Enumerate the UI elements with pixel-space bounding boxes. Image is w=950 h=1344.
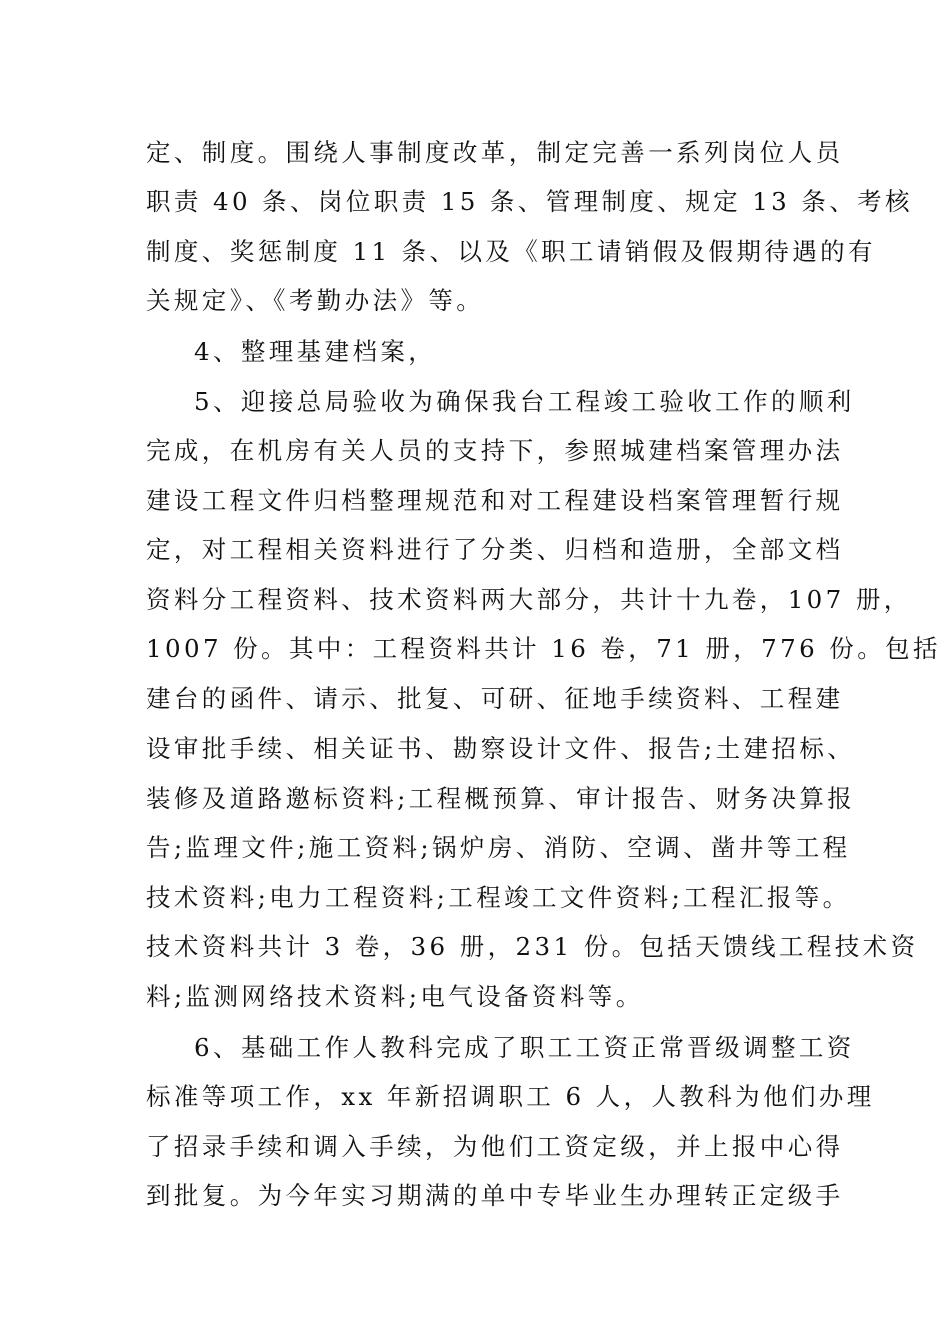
text-line: 完成，在机房有关人员的支持下，参照城建档案管理办法: [146, 436, 844, 465]
text-line: 定，对工程相关资料进行了分类、归档和造册，全部文档: [146, 535, 844, 564]
text-line: 建设工程文件归档整理规范和对工程建设档案管理暂行规: [146, 486, 844, 515]
text-line: 关规定》、《考勤办法》等。: [146, 286, 485, 315]
text-line: 1007 份。其中：工程资料共计 16 卷，71 册，776 份。包括: [146, 634, 941, 663]
text-line: 告;监理文件;施工资料;锅炉房、消防、空调、凿井等工程: [146, 833, 851, 862]
text-line: 5、迎接总局验收为确保我台工程竣工验收工作的顺利: [194, 387, 855, 416]
text-line: 装修及道路邀标资料;工程概预算、审计报告、财务决算报: [146, 784, 856, 813]
text-line: 料;监测网络技术资料;电气设备资料等。: [146, 982, 644, 1011]
text-line: 资料分工程资料、技术资料两大部分，共计十九卷，107 册，: [146, 585, 912, 614]
text-line: 到批复。为今年实习期满的单中专毕业生办理转正定级手: [146, 1181, 844, 1210]
text-line: 了招录手续和调入手续，为他们工资定级，并上报中心得: [146, 1132, 844, 1161]
text-line: 4、整理基建档案，: [194, 337, 437, 366]
text-line: 定、制度。围绕人事制度改革，制定完善一系列岗位人员: [146, 138, 844, 167]
text-line: 建台的函件、请示、批复、可研、征地手续资料、工程建: [146, 684, 844, 713]
text-line: 职责 40 条、岗位职责 15 条、管理制度、规定 13 条、考核: [146, 187, 913, 216]
text-line: 制度、奖惩制度 11 条、以及《职工请销假及假期待遇的有: [146, 237, 876, 266]
text-line: 设审批手续、相关证书、勘察设计文件、报告;土建招标、: [146, 734, 856, 763]
text-line: 技术资料共计 3 卷，36 册，231 份。包括天馈线工程技术资: [146, 932, 919, 961]
text-line: 6、基础工作人教科完成了职工工资正常晋级调整工资: [194, 1033, 855, 1062]
text-line: 技术资料;电力工程资料;工程竣工文件资料;工程汇报等。: [146, 883, 851, 912]
text-line: 标准等项工作，xx 年新招调职工 6 人，人教科为他们办理: [146, 1082, 875, 1111]
